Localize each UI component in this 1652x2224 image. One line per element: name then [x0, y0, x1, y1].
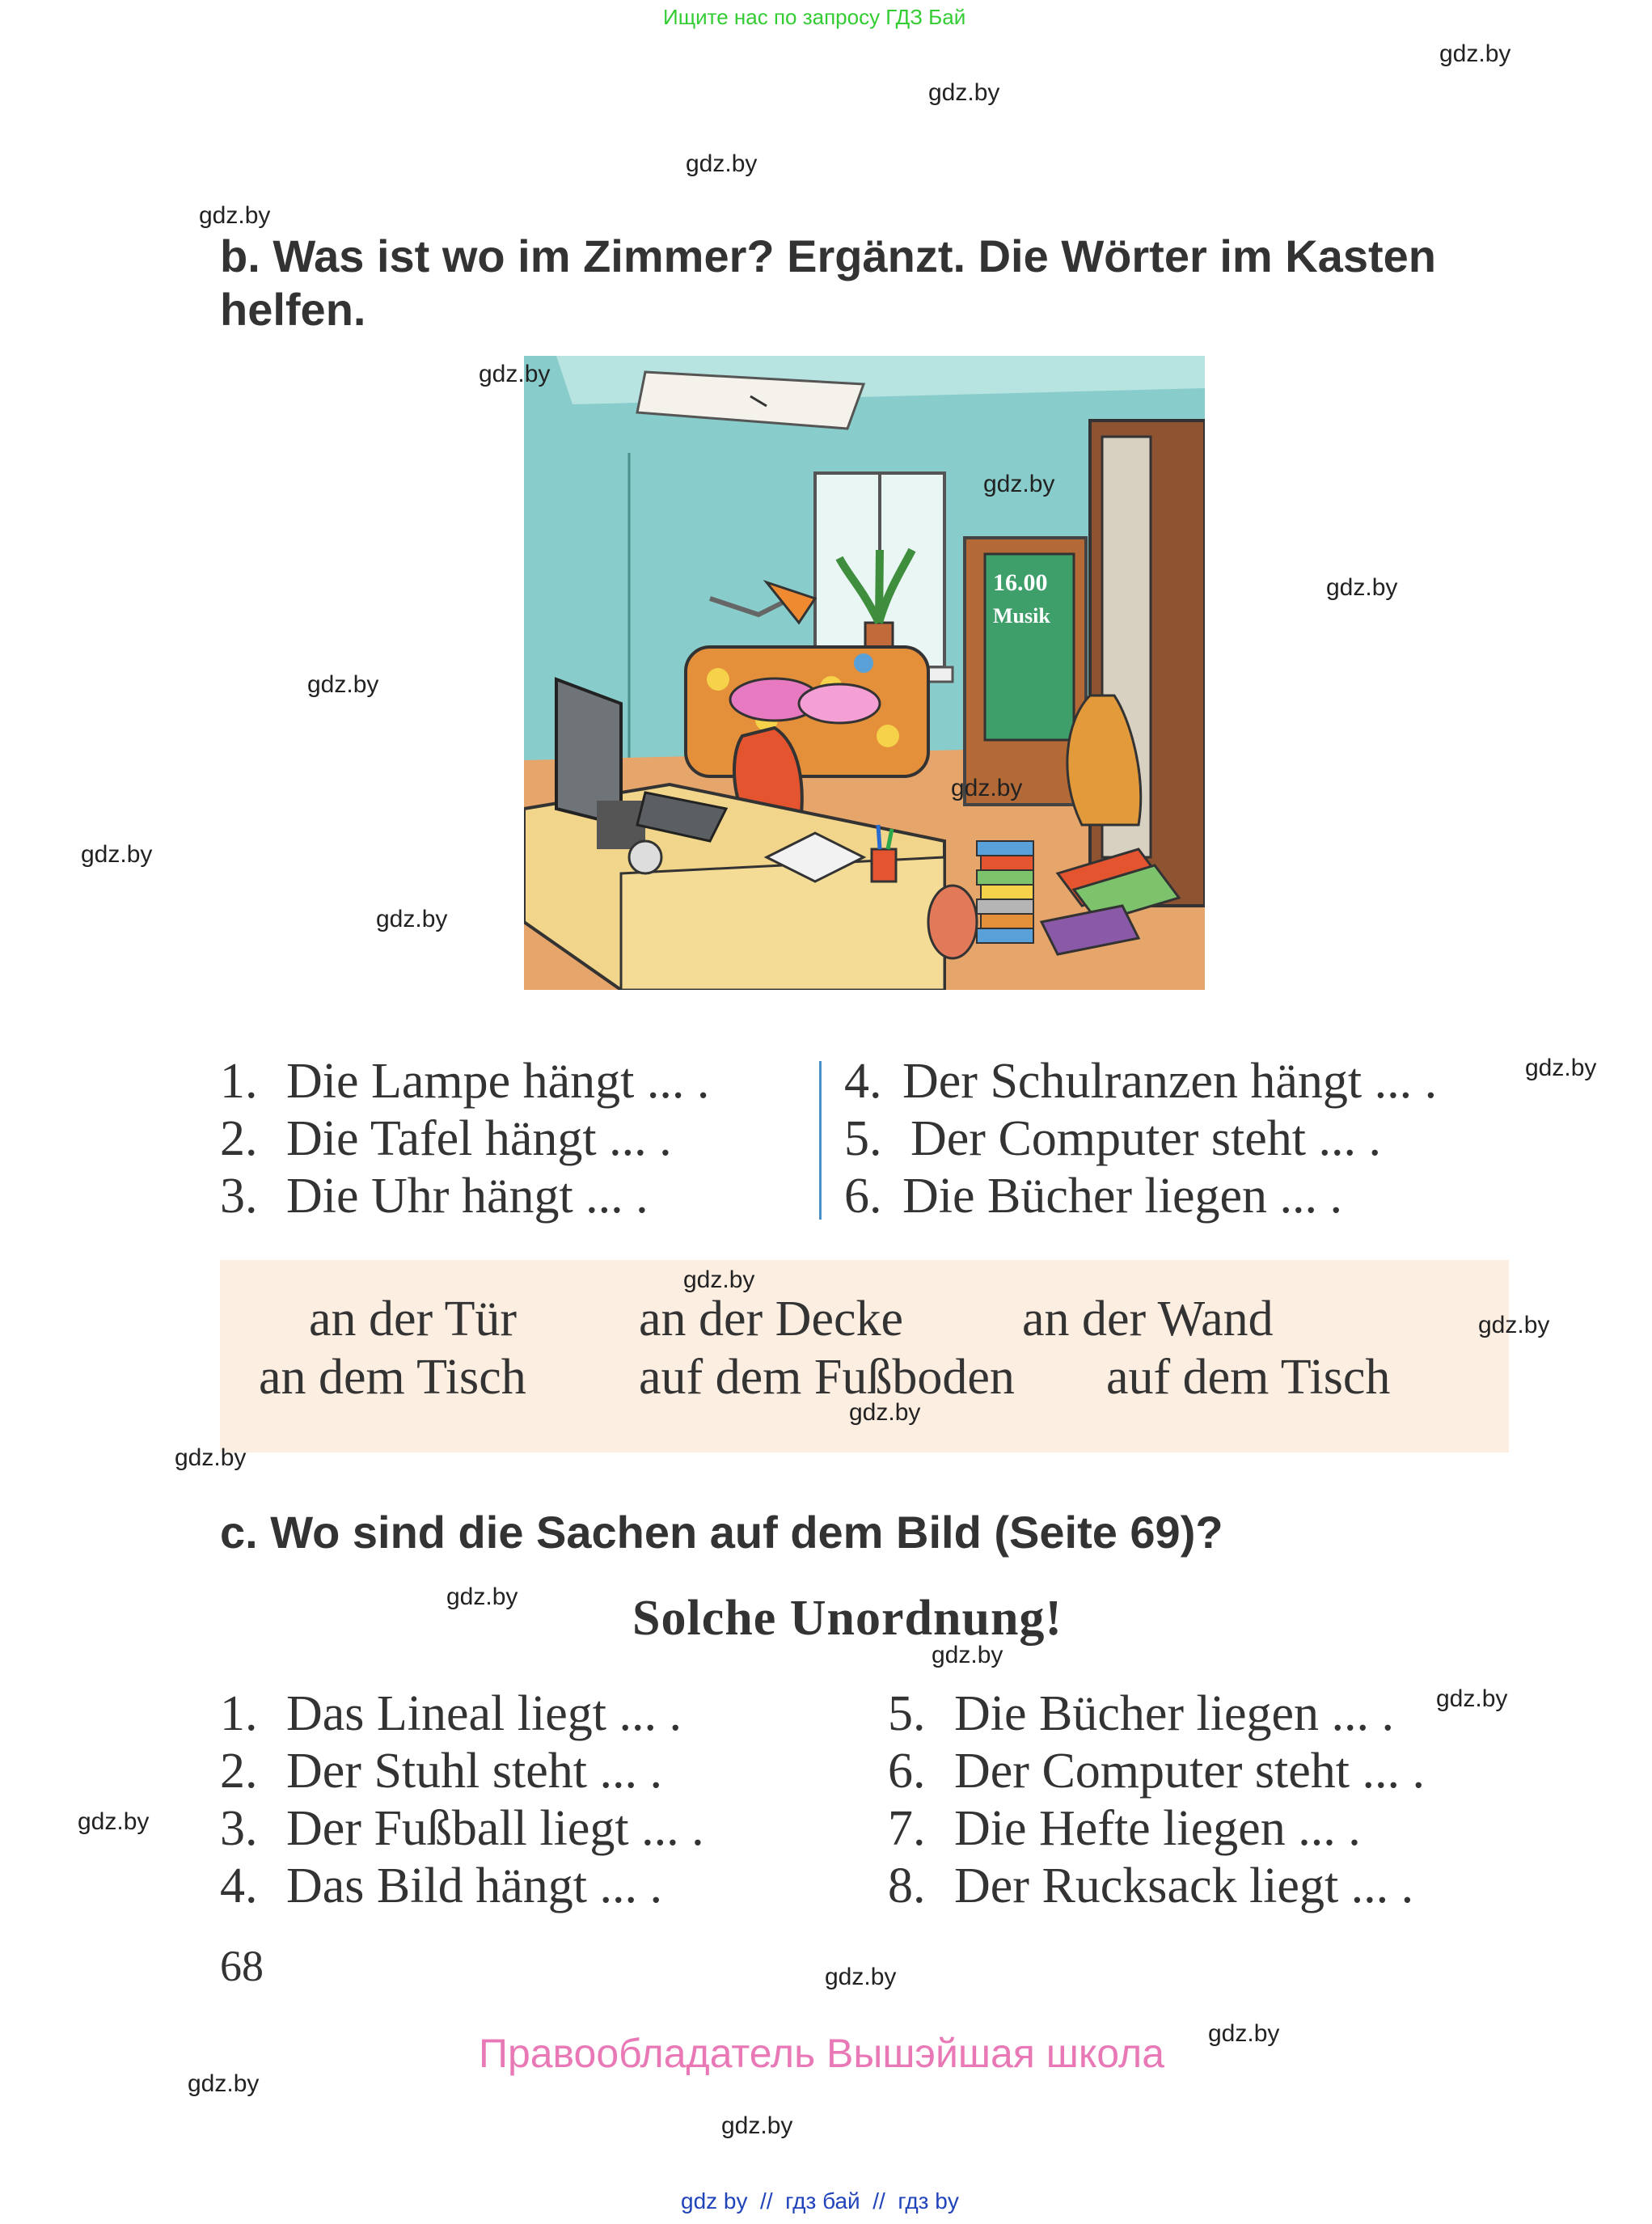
- exercise-item: [888, 1800, 1425, 1858]
- word-box-phrase: auf dem Tisch: [1106, 1350, 1391, 1405]
- section-c-heading: c. Wo sind die Sachen auf dem Bild (Seite 69)?: [220, 1507, 1223, 1558]
- watermark: gdz.by: [78, 1808, 150, 1835]
- item-number: 3.: [220, 1169, 258, 1224]
- exercise-item: [844, 1110, 1437, 1168]
- word-box-phrase: an der Decke: [639, 1292, 904, 1347]
- item-text: Die Hefte liegen ... .: [954, 1801, 1361, 1856]
- watermark: gdz.by: [1439, 40, 1511, 67]
- room-illustration: [524, 356, 1205, 990]
- copyright-notice: Правообладатель Вышэйшая школа: [479, 2031, 1164, 2076]
- exercise-item: [220, 1168, 709, 1225]
- item-number: 5.: [888, 1686, 926, 1741]
- watermark: gdz.by: [1478, 1312, 1550, 1338]
- exercise-item: [888, 1858, 1425, 1915]
- item-text: Die Lampe hängt ... .: [286, 1054, 710, 1109]
- board-subject: Musik: [993, 604, 1050, 628]
- item-number: 7.: [888, 1801, 926, 1856]
- exercise-c-left: [220, 1685, 704, 1915]
- watermark: gdz.by: [928, 79, 1000, 106]
- item-text: Das Bild hängt ... .: [286, 1858, 662, 1913]
- word-box-phrase: auf dem Fußboden: [639, 1350, 1015, 1405]
- watermark: gdz.by: [683, 1266, 755, 1293]
- exercise-item: [888, 1743, 1425, 1800]
- item-number: 2.: [220, 1111, 258, 1166]
- watermark: gdz.by: [1326, 574, 1398, 601]
- page-number: 68: [220, 1942, 264, 1990]
- watermark: gdz.by: [1436, 1685, 1508, 1712]
- watermark: gdz.by: [479, 361, 551, 387]
- item-number: 4.: [844, 1054, 882, 1109]
- watermark: gdz.by: [1208, 2020, 1280, 2047]
- item-number: 6.: [844, 1169, 882, 1224]
- exercise-item: [220, 1110, 709, 1168]
- item-text: Die Bücher liegen ... .: [902, 1169, 1343, 1224]
- item-text: Die Uhr hängt ... .: [286, 1169, 649, 1224]
- exercise-b-right: [844, 1053, 1437, 1225]
- item-number: 8.: [888, 1858, 926, 1913]
- word-box-phrase: an dem Tisch: [259, 1350, 526, 1405]
- item-number: 6.: [888, 1744, 926, 1799]
- item-text: Die Bücher liegen ... .: [954, 1686, 1395, 1741]
- watermark: gdz.by: [983, 471, 1055, 497]
- bottom-links[interactable]: gdz by // гдз бай // гдз by: [681, 2188, 959, 2213]
- item-text: Das Lineal liegt ... .: [286, 1686, 682, 1741]
- exercise-item: [220, 1743, 704, 1800]
- watermark: gdz.by: [188, 2070, 260, 2097]
- board-time: 16.00: [993, 569, 1048, 596]
- watermark: gdz.by: [307, 671, 379, 698]
- exercise-item: [844, 1053, 1437, 1110]
- watermark: gdz.by: [175, 1444, 247, 1471]
- book-stack: [977, 841, 1033, 943]
- watermark: gdz.by: [721, 2112, 793, 2139]
- item-number: 2.: [220, 1744, 258, 1799]
- exercise-b-left: [220, 1053, 709, 1225]
- exercise-item: [220, 1685, 704, 1743]
- item-number: 1.: [220, 1686, 258, 1741]
- room-illustration-svg: [524, 356, 1205, 990]
- item-number: 5.: [844, 1111, 882, 1166]
- exercise-item: [844, 1168, 1437, 1225]
- watermark: gdz.by: [951, 775, 1023, 801]
- watermark: gdz.by: [849, 1399, 921, 1426]
- word-box-phrase: an der Tür: [309, 1292, 518, 1347]
- section-b-heading-line1: b. Was ist wo im Zimmer? Ergänzt. Die Wörter im Kasten: [220, 230, 1436, 281]
- section-b-heading-line2: helfen.: [220, 284, 366, 335]
- exercise-item: [220, 1053, 709, 1110]
- exercise-c-right: [888, 1685, 1425, 1915]
- watermark: gdz.by: [199, 202, 271, 229]
- watermark: gdz.by: [1525, 1055, 1597, 1081]
- item-number: 1.: [220, 1054, 258, 1109]
- watermark: gdz.by: [376, 906, 448, 932]
- item-text: Der Schulranzen hängt ... .: [902, 1054, 1438, 1109]
- item-number: 4.: [220, 1858, 258, 1913]
- item-text: Der Stuhl steht ... .: [286, 1744, 662, 1799]
- backpack: [928, 886, 977, 958]
- watermark: gdz.by: [686, 150, 758, 177]
- item-text: Die Tafel hängt ... .: [286, 1111, 672, 1166]
- exercise-item: [220, 1800, 704, 1858]
- column-divider: [819, 1061, 822, 1220]
- section-c-subtitle: Solche Unordnung!: [632, 1591, 1063, 1646]
- item-text: Der Computer steht ... .: [954, 1744, 1426, 1799]
- watermark: gdz.by: [446, 1583, 518, 1610]
- watermark: gdz.by: [932, 1642, 1003, 1668]
- exercise-item: [888, 1685, 1425, 1743]
- item-number: 3.: [220, 1801, 258, 1856]
- word-box-phrase: an der Wand: [1022, 1292, 1274, 1347]
- item-text: Der Rucksack liegt ... .: [954, 1858, 1414, 1913]
- exercise-item: [220, 1858, 704, 1915]
- top-search-note: Ищите нас по запросу ГДЗ Бай: [663, 5, 966, 29]
- watermark: gdz.by: [81, 841, 153, 868]
- item-text: Der Computer steht ... .: [911, 1111, 1382, 1166]
- watermark: gdz.by: [825, 1964, 897, 1990]
- item-text: Der Fußball liegt ... .: [286, 1801, 704, 1856]
- section-b-heading: [220, 230, 1530, 336]
